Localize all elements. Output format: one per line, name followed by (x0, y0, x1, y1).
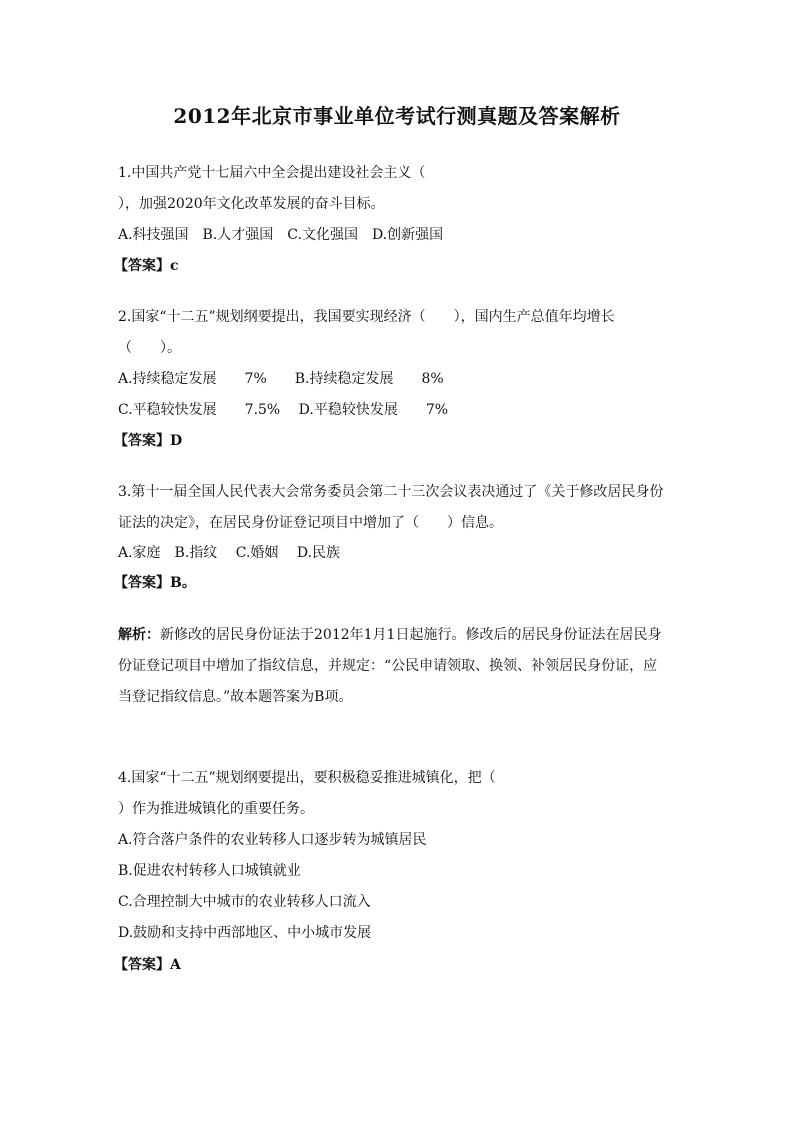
q4-answer: 【答案】A (114, 957, 181, 973)
analysis-label: 解析： (118, 627, 160, 643)
q3-analysis-line-3: 当登记指纹信息。”故本题答案为B项。 (118, 689, 353, 705)
page-title: 2012年北京市事业单位考试行测真题及答案解析 (173, 104, 621, 128)
q2-line-1: 2.国家“十二五”规划纲要提出，我国要实现经济（ ），国内生产总值年均增长 (118, 309, 615, 325)
q2-options-ab: A.持续稳定发展 7% B.持续稳定发展 8% (118, 371, 444, 387)
q4-line-2: ）作为推进城镇化的重要任务。 (118, 801, 314, 817)
q1-options: A.科技强国 B.人才强国 C.文化强国 D.创新强国 (118, 227, 444, 243)
q1-line-1: 1.中国共产党十七届六中全会提出建设社会主义（ (118, 165, 426, 181)
q3-analysis-line-1 (118, 625, 661, 645)
analysis-text: 新修改的居民身份证法于2012年1月1日起施行。修改后的居民身份证法在居民身 (160, 627, 662, 643)
q2-line-2: （ ）。 (118, 340, 181, 356)
q4-option-a: A.符合落户条件的农业转移人口逐步转为城镇居民 (118, 832, 427, 848)
q4-option-b: B.促进农村转移人口城镇就业 (118, 863, 301, 879)
q3-options: A.家庭 B.指纹 C.婚姻 D.民族 (118, 545, 341, 561)
q3-answer: 【答案】B。 (114, 575, 196, 591)
q1-answer: 【答案】c (114, 258, 179, 274)
q2-answer: 【答案】D (114, 433, 183, 449)
q4-option-c: C.合理控制大中城市的农业转移人口流入 (118, 894, 371, 910)
q2-options-cd: C.平稳较快发展 7.5% D.平稳较快发展 7% (118, 402, 449, 418)
q1-line-2: ），加强2020年文化改革发展的奋斗目标。 (118, 196, 385, 212)
q3-line-2: 证法的决定》，在居民身份证登记项目中增加了（ ）信息。 (118, 515, 503, 531)
q4-line-1: 4.国家“十二五”规划纲要提出，要积极稳妥推进城镇化，把（ (118, 770, 496, 786)
q4-option-d: D.鼓励和支持中西部地区、中小城市发展 (118, 925, 372, 941)
q3-analysis-line-2: 份证登记项目中增加了指纹信息，并规定：“公民申请领取、换领、补领居民身份证，应 (118, 658, 658, 674)
q3-line-1: 3.第十一届全国人民代表大会常务委员会第二十三次会议表决通过了《关于修改居民身份 (118, 484, 664, 500)
